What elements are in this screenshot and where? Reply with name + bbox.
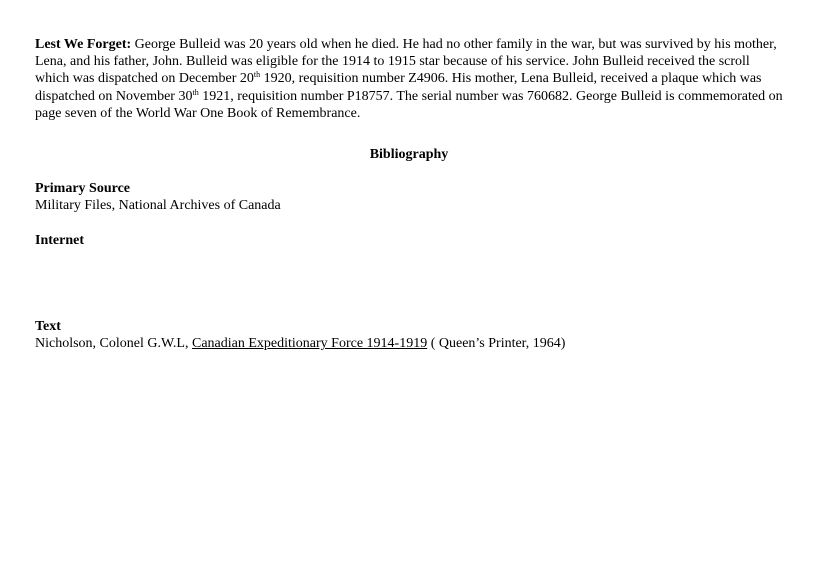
ordinal-suffix-1: th	[253, 70, 261, 80]
paragraph-text-part-2: 1920, requisition number Z4906. His mother, Lena Bulleid, received a plaque which was dispatched on November 30	[35, 71, 762, 104]
internet-heading: Internet	[35, 233, 84, 248]
paragraph-text-part-3: 1921, requisition number P18757. The serial number was 760682. George Bulleid is commemorated on page seven of the World War One Book of Remembrance.	[35, 88, 783, 121]
primary-source-section	[35, 180, 281, 214]
lest-we-forget-paragraph	[35, 36, 785, 122]
ordinal-suffix-2: th	[192, 87, 199, 97]
primary-source-entry: Military Files, National Archives of Canada	[35, 198, 281, 214]
lest-we-forget-label: Lest We Forget:	[35, 37, 132, 52]
bibliography-heading: Bibliography	[369, 147, 449, 162]
text-section	[35, 318, 565, 352]
paragraph-text-part-1: George Bulleid was 20 years old when he died. He had no other family in the war, but was survived by his mother, Lena, and his father, John. Bulleid was eligible for the 1914 to 1915 star because of his service. John Bulleid received the scroll which was dispatched on December 20	[35, 37, 777, 87]
text-entry	[35, 335, 565, 352]
text-entry-title: Canadian Expeditionary Force 1914-1919	[191, 336, 428, 352]
text-entry-publisher: ( Queen’s Printer, 1964)	[427, 336, 566, 352]
document-page	[35, 36, 785, 352]
text-heading: Text	[35, 319, 61, 334]
primary-source-heading: Primary Source	[35, 181, 130, 196]
internet-section	[35, 232, 84, 249]
text-entry-author: Nicholson, Colonel G.W.L,	[35, 336, 192, 352]
